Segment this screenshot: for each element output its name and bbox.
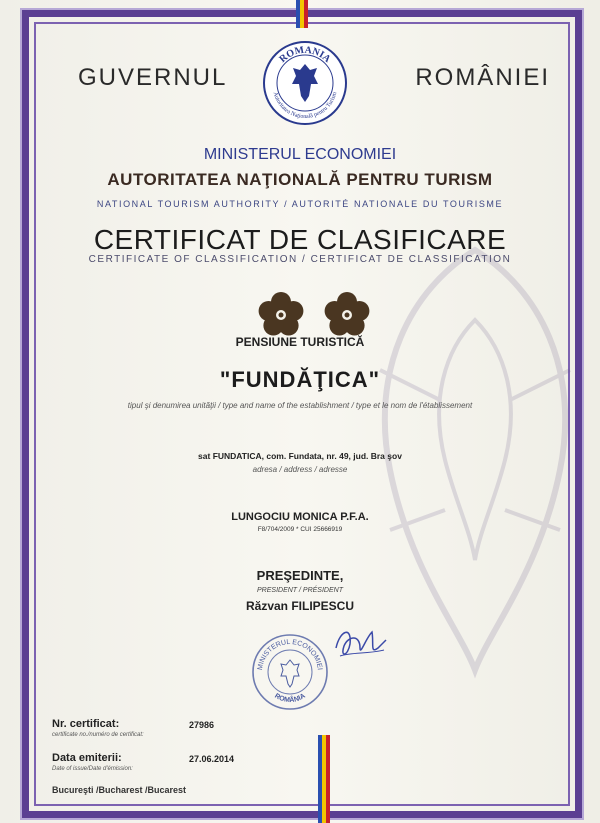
establishment-name: "FUNDĂŢICA" xyxy=(219,367,381,392)
government-label-left: GUVERNUL xyxy=(78,64,228,91)
ministry-name: MINISTERUL ECONOMIEI xyxy=(203,146,397,163)
seal-top-text: ROMANIA xyxy=(277,44,333,65)
certificate-number-label: Nr. certificat: xyxy=(52,718,120,730)
national-tourism-seal-icon xyxy=(262,40,348,126)
stamp-bottom-text: ROMÂNIA xyxy=(273,692,307,705)
issue-date-field xyxy=(52,752,133,772)
establishment-name-caption: tipul şi denumirea unităţii / type and name of the establishment / type et le nom de l'établissement xyxy=(127,401,473,410)
issue-date-label: Data emiterii: xyxy=(52,752,122,764)
establishment-type: PENSIUNE TURISTICĂ xyxy=(235,335,365,349)
certificate-number-caption: certificate no./numéro de certificat: xyxy=(52,732,144,738)
authority-name-translation: NATIONAL TOURISM AUTHORITY / AUTORITÉ NATIONALE DU TOURISME xyxy=(96,199,504,209)
president-caption: PRESIDENT / PRÉSIDENT xyxy=(257,587,343,594)
certificate-number-field xyxy=(52,718,144,738)
president-title: PREŞEDINTE, xyxy=(256,568,344,583)
address-caption: adresa / address / adresse xyxy=(252,465,348,474)
president-signature xyxy=(330,618,390,668)
issue-date-caption: Date of issue/Date d'émission: xyxy=(52,766,133,772)
certificate-number: 27986 xyxy=(189,720,215,730)
classification-rating xyxy=(258,292,378,340)
holder-registration: F8/704/2009 * CUI 25666919 xyxy=(257,526,343,533)
authority-name: AUTORITATEA NAŢIONALĂ PENTRU TURISM xyxy=(107,170,493,189)
ribbon-red-bottom xyxy=(326,735,330,823)
seal-bottom-text: Autoritatea Naţională pentru Turism xyxy=(271,91,339,121)
official-stamp-icon xyxy=(250,632,330,712)
header xyxy=(70,40,550,120)
certificate-title-translation: CERTIFICATE OF CLASSIFICATION / CERTIFICAT DE CLASSIFICATION xyxy=(88,254,512,265)
government-label-right: ROMÂNIEI xyxy=(415,64,550,91)
president-name: Răzvan FILIPESCU xyxy=(245,599,355,613)
flower-rating-icon xyxy=(324,292,370,338)
certificate-title: CERTIFICAT DE CLASIFICARE xyxy=(93,224,507,255)
establishment-address: sat FUNDATICA, com. Fundata, nr. 49, jud. Bra şov xyxy=(198,451,402,461)
flower-rating-icon xyxy=(258,292,304,338)
issue-date: 27.06.2014 xyxy=(189,754,235,764)
ribbon-red-top xyxy=(304,0,308,28)
holder-name: LUNGOCIU MONICA P.F.A. xyxy=(231,511,369,523)
stamp-top-text: MINISTERUL ECONOMIEI xyxy=(256,638,323,671)
issue-location: Bucureşti /Bucharest /Bucarest xyxy=(52,785,187,795)
